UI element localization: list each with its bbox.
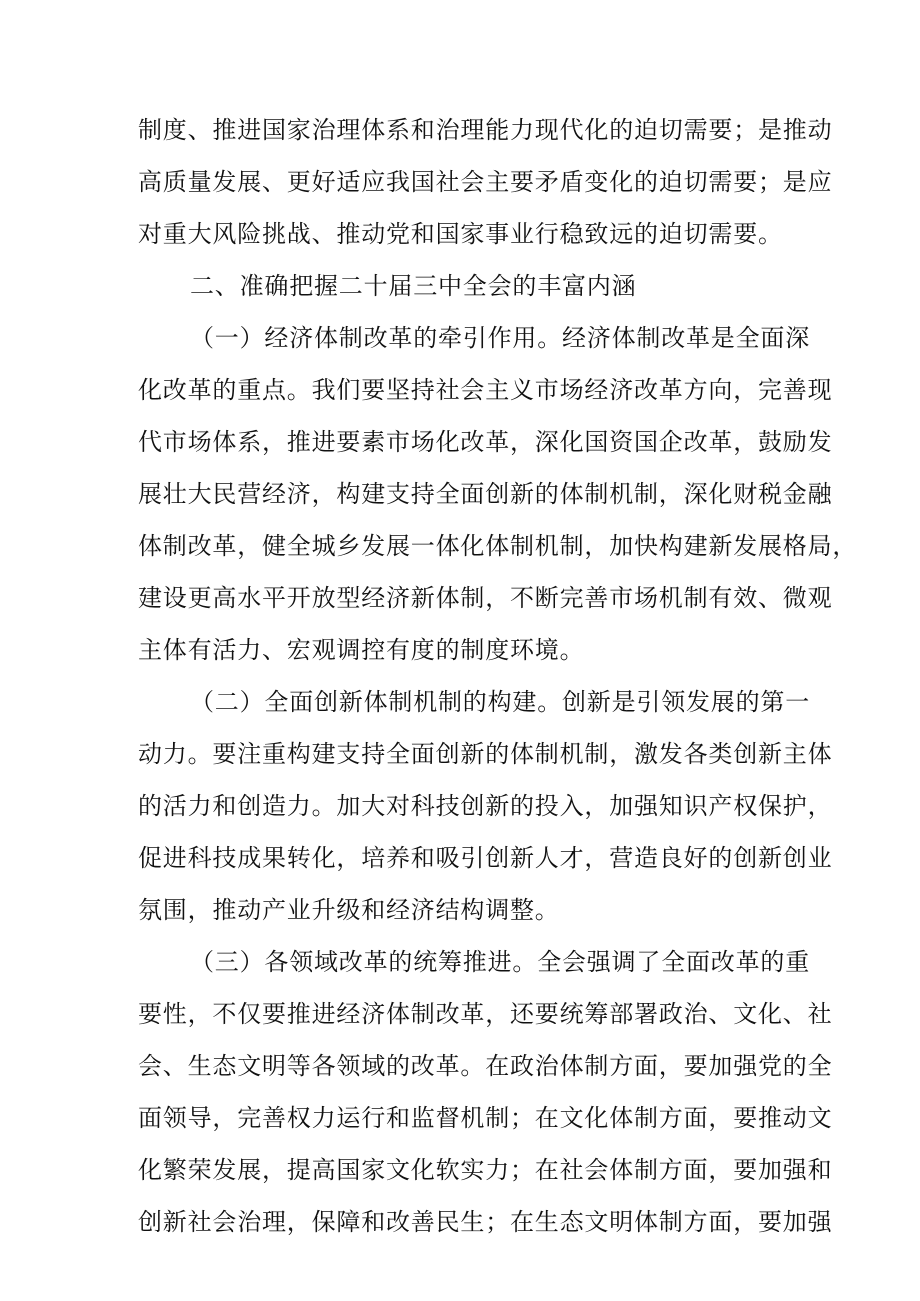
paragraph-line: 会、生态文明等各领域的改革。在政治体制方面，要加强党的全 xyxy=(138,1052,833,1080)
paragraph-line: 体制改革，健全城乡发展一体化体制机制，加快构建新发展格局， xyxy=(138,532,858,560)
paragraph-line: 化改革的重点。我们要坚持社会主义市场经济改革方向，完善现 xyxy=(138,376,833,404)
body-text xyxy=(138,104,858,1248)
paragraph-line: 对重大风险挑战、推动党和国家事业行稳致远的迫切需要。 xyxy=(138,220,783,248)
paragraph-line: 展壮大民营经济，构建支持全面创新的体制机制，深化财税金融 xyxy=(138,480,833,508)
paragraph-line: 要性，不仅要推进经济体制改革，还要统筹部署政治、文化、社 xyxy=(138,1000,833,1028)
paragraph-line: 氛围，推动产业升级和经济结构调整。 xyxy=(138,896,560,924)
paragraph-line: 主体有活力、宏观调控有度的制度环境。 xyxy=(138,636,585,664)
paragraph-line: （三）各领域改革的统筹推进。全会强调了全面改革的重 xyxy=(190,948,810,976)
paragraph-line: 动力。要注重构建支持全面创新的体制机制，激发各类创新主体 xyxy=(138,740,833,768)
paragraph-line: （二）全面创新体制机制的构建。创新是引领发展的第一 xyxy=(190,688,810,716)
paragraph-line: 代市场体系，推进要素市场化改革，深化国资国企改革，鼓励发 xyxy=(138,428,833,456)
paragraph-line: 创新社会治理，保障和改善民生；在生态文明体制方面，要加强 xyxy=(138,1208,833,1236)
paragraph-line: 促进科技成果转化，培养和吸引创新人才，营造良好的创新创业 xyxy=(138,844,833,872)
paragraph-line: 制度、推进国家治理体系和治理能力现代化的迫切需要；是推动 xyxy=(138,116,833,144)
section-heading: 二、准确把握二十届三中全会的丰富内涵 xyxy=(190,272,637,300)
paragraph-line: 的活力和创造力。加大对科技创新的投入，加强知识产权保护， xyxy=(138,792,833,820)
paragraph-line: 高质量发展、更好适应我国社会主要矛盾变化的迫切需要；是应 xyxy=(138,168,833,196)
paragraph-line: 化繁荣发展，提高国家文化软实力；在社会体制方面，要加强和 xyxy=(138,1156,833,1184)
paragraph-line: 面领导，完善权力运行和监督机制；在文化体制方面，要推动文 xyxy=(138,1104,833,1132)
paragraph-line: （一）经济体制改革的牵引作用。经济体制改革是全面深 xyxy=(190,324,810,352)
paragraph-line: 建设更高水平开放型经济新体制，不断完善市场机制有效、微观 xyxy=(138,584,833,612)
